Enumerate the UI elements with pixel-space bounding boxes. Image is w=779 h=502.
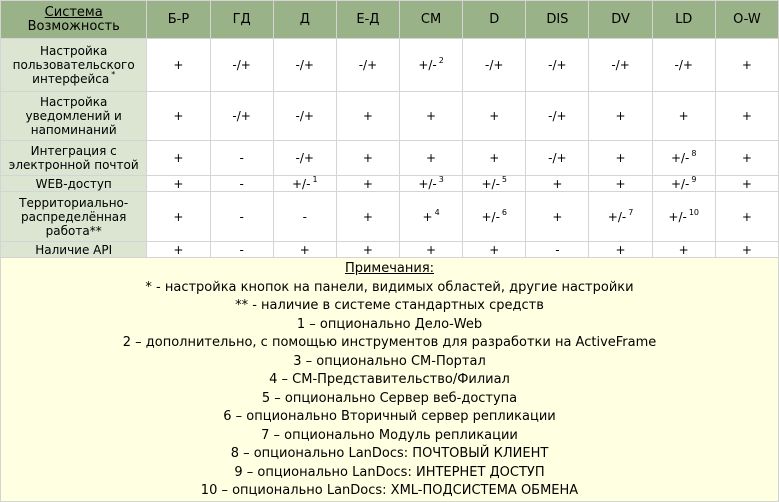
cell-value: -/+ bbox=[358, 58, 378, 72]
value-cell bbox=[526, 192, 589, 242]
corner-feature-label: Возможность bbox=[27, 18, 120, 34]
footnote-marker: 10 bbox=[688, 207, 700, 217]
value-cell bbox=[463, 176, 526, 192]
cell-value: + bbox=[426, 151, 437, 165]
value-cell bbox=[400, 141, 463, 176]
cell-value: + bbox=[422, 209, 433, 224]
cell-value: + bbox=[615, 176, 626, 191]
cell-value: + bbox=[678, 109, 689, 123]
value-cell bbox=[273, 92, 336, 141]
value-cell bbox=[652, 39, 715, 92]
table-row bbox=[1, 141, 779, 176]
value-cell bbox=[652, 141, 715, 176]
note-line: 9 – опционально LanDocs: ИНТЕРНЕТ ДОСТУП bbox=[234, 464, 545, 480]
value-cell bbox=[273, 141, 336, 176]
footnote-marker: 2 bbox=[438, 56, 444, 65]
header-row bbox=[1, 1, 779, 39]
cell-value: -/+ bbox=[548, 109, 567, 123]
value-cell bbox=[463, 141, 526, 176]
cell-value: + bbox=[362, 176, 373, 191]
value-cell bbox=[400, 192, 463, 242]
cell-value: + bbox=[741, 151, 752, 165]
value-cell bbox=[210, 92, 273, 141]
cell-value: -/+ bbox=[548, 151, 567, 165]
cell-value: - bbox=[555, 242, 560, 257]
value-cell bbox=[589, 92, 652, 141]
value-cell bbox=[147, 176, 210, 192]
value-cell bbox=[336, 192, 399, 242]
feature-text: Наличие API bbox=[35, 242, 113, 257]
notes-row bbox=[1, 258, 779, 502]
feature-text: Интеграция с электронной почтой bbox=[8, 144, 139, 172]
value-cell bbox=[273, 176, 336, 192]
value-cell bbox=[526, 141, 589, 176]
note-line: 10 – опционально LanDocs: XML-ПОДСИСТЕМА ОБМЕНА bbox=[200, 483, 579, 498]
value-cell bbox=[210, 242, 273, 258]
cell-value: + bbox=[552, 209, 563, 224]
value-cell bbox=[652, 192, 715, 242]
feature-text: Настройка пользовательского интерфейса bbox=[12, 44, 135, 86]
cell-value: -/+ bbox=[674, 58, 693, 72]
table-row bbox=[1, 176, 779, 192]
feature-text: Настройка уведомлений и напоминаний bbox=[25, 95, 122, 137]
value-cell bbox=[652, 176, 715, 192]
column-header: DV bbox=[589, 1, 652, 39]
cell-value: + bbox=[426, 242, 437, 257]
value-cell bbox=[463, 242, 526, 258]
cell-value: - bbox=[302, 209, 307, 224]
cell-value: - bbox=[239, 209, 244, 224]
value-cell bbox=[715, 92, 778, 141]
footnote-marker: 3 bbox=[438, 174, 444, 184]
cell-value: + bbox=[362, 151, 373, 165]
value-cell bbox=[463, 192, 526, 242]
cell-value: -/+ bbox=[548, 58, 567, 72]
corner-system-label: Система bbox=[44, 4, 103, 20]
cell-value: + bbox=[173, 209, 184, 224]
column-header: D bbox=[463, 1, 526, 39]
cell-value: + bbox=[741, 242, 752, 257]
cell-value: +/- bbox=[670, 176, 690, 191]
value-cell bbox=[147, 39, 210, 92]
footnote-marker: * bbox=[111, 70, 116, 79]
cell-value: + bbox=[173, 58, 184, 72]
value-cell bbox=[210, 192, 273, 242]
cell-value: + bbox=[489, 242, 500, 257]
value-cell bbox=[147, 242, 210, 258]
notes-cell bbox=[1, 258, 779, 502]
value-cell bbox=[715, 141, 778, 176]
cell-value: + bbox=[741, 209, 752, 224]
value-cell bbox=[273, 192, 336, 242]
value-cell bbox=[526, 92, 589, 141]
cell-value: -/+ bbox=[295, 109, 314, 123]
value-cell bbox=[715, 39, 778, 92]
cell-value: - bbox=[239, 176, 244, 191]
table-row bbox=[1, 192, 779, 242]
value-cell bbox=[652, 242, 715, 258]
cell-value: + bbox=[362, 209, 373, 224]
note-line: 7 – опционально Модуль репликации bbox=[261, 427, 518, 443]
note-line: 8 – опционально LanDocs: ПОЧТОВЫЙ КЛИЕНТ bbox=[230, 446, 549, 461]
note-line: 6 – опционально Вторичный сервер репликации bbox=[223, 409, 556, 424]
value-cell bbox=[589, 242, 652, 258]
value-cell bbox=[715, 176, 778, 192]
feature-text: WEB-доступ bbox=[35, 176, 112, 191]
cell-value: - bbox=[239, 242, 244, 257]
cell-value: +/- bbox=[481, 209, 500, 224]
cell-value: +/- bbox=[418, 58, 437, 72]
cell-value: - bbox=[239, 151, 244, 165]
value-cell bbox=[589, 141, 652, 176]
feature-label bbox=[1, 92, 147, 141]
cell-value: +/- bbox=[668, 209, 687, 224]
note-line: 1 – опционально Дело-Web bbox=[296, 316, 483, 332]
cell-value: + bbox=[173, 176, 184, 191]
cell-value: +/- bbox=[607, 209, 627, 224]
feature-label bbox=[1, 176, 147, 192]
cell-value: + bbox=[552, 176, 563, 191]
value-cell bbox=[526, 176, 589, 192]
feature-text: Территориально-распределённая работа** bbox=[19, 195, 129, 238]
cell-value: + bbox=[362, 109, 373, 123]
value-cell bbox=[463, 39, 526, 92]
cell-value: +/- bbox=[418, 176, 437, 191]
column-header: LD bbox=[652, 1, 715, 39]
cell-value: +/- bbox=[670, 151, 690, 165]
cell-value: -/+ bbox=[611, 58, 630, 72]
table-body bbox=[1, 39, 779, 502]
column-header: DIS bbox=[526, 1, 589, 39]
column-header: Е-Д bbox=[336, 1, 399, 39]
cell-value: -/+ bbox=[295, 151, 314, 165]
value-cell bbox=[589, 176, 652, 192]
cell-value: + bbox=[741, 176, 752, 191]
cell-value: + bbox=[173, 242, 184, 257]
value-cell bbox=[526, 242, 589, 258]
value-cell bbox=[147, 141, 210, 176]
cell-value: + bbox=[615, 151, 626, 165]
cell-value: + bbox=[362, 242, 373, 257]
value-cell bbox=[336, 176, 399, 192]
table-row bbox=[1, 92, 779, 141]
cell-value: +/- bbox=[481, 176, 500, 191]
note-line: 5 – опционально Сервер веб-доступа bbox=[261, 390, 518, 406]
column-header: Д bbox=[273, 1, 336, 39]
column-header: СМ bbox=[400, 1, 463, 39]
cell-value: -/+ bbox=[232, 58, 251, 72]
value-cell bbox=[336, 39, 399, 92]
cell-value: -/+ bbox=[295, 58, 314, 72]
value-cell bbox=[400, 39, 463, 92]
cell-value: + bbox=[489, 151, 500, 165]
value-cell bbox=[652, 92, 715, 141]
cell-value: + bbox=[299, 242, 310, 257]
footnote-marker: 9 bbox=[691, 174, 697, 184]
footnote-marker: 8 bbox=[691, 149, 697, 158]
value-cell bbox=[210, 39, 273, 92]
table-row bbox=[1, 39, 779, 92]
value-cell bbox=[273, 39, 336, 92]
value-cell bbox=[273, 242, 336, 258]
footnote-marker: 4 bbox=[434, 207, 440, 217]
notes-title: Примечания: bbox=[344, 261, 435, 276]
value-cell bbox=[589, 192, 652, 242]
column-header: ГД bbox=[210, 1, 273, 39]
feature-label bbox=[1, 141, 147, 176]
cell-value: + bbox=[615, 242, 626, 257]
cell-value: + bbox=[741, 58, 752, 72]
value-cell bbox=[589, 39, 652, 92]
feature-label bbox=[1, 39, 147, 92]
value-cell bbox=[400, 242, 463, 258]
note-line: * - настройка кнопок на панели, видимых областей, другие настройки bbox=[145, 279, 634, 295]
note-line: 3 – опционально СМ-Портал bbox=[293, 353, 486, 369]
cell-value: + bbox=[426, 109, 437, 123]
column-header: O-W bbox=[715, 1, 778, 39]
footnote-marker: 6 bbox=[501, 207, 507, 217]
cell-value: + bbox=[489, 109, 500, 123]
feature-label bbox=[1, 242, 147, 258]
cell-value: -/+ bbox=[232, 109, 251, 123]
cell-value: -/+ bbox=[485, 58, 504, 72]
value-cell bbox=[400, 92, 463, 141]
value-cell bbox=[210, 176, 273, 192]
footnote-marker: 1 bbox=[312, 174, 318, 184]
cell-value: + bbox=[615, 109, 626, 123]
column-header: Б-Р bbox=[147, 1, 210, 39]
footnote-marker: 5 bbox=[501, 174, 507, 184]
value-cell bbox=[715, 192, 778, 242]
value-cell bbox=[210, 141, 273, 176]
cell-value: + bbox=[741, 109, 752, 123]
cell-value: + bbox=[173, 151, 184, 165]
note-line: 4 – СМ-Представительство/Филиал bbox=[269, 372, 510, 387]
corner-header bbox=[1, 1, 147, 39]
feature-label bbox=[1, 192, 147, 242]
value-cell bbox=[336, 242, 399, 258]
note-line: ** - наличие в системе стандартных средств bbox=[235, 298, 544, 313]
note-line: 2 – дополнительно, с помощью инструментов для разработки на ActiveFrame bbox=[122, 335, 657, 350]
cell-value: + bbox=[173, 109, 184, 123]
cell-value: + bbox=[678, 242, 689, 257]
value-cell bbox=[147, 192, 210, 242]
value-cell bbox=[336, 141, 399, 176]
table-row bbox=[1, 242, 779, 258]
value-cell bbox=[463, 92, 526, 141]
value-cell bbox=[715, 242, 778, 258]
value-cell bbox=[336, 92, 399, 141]
value-cell bbox=[400, 176, 463, 192]
value-cell bbox=[526, 39, 589, 92]
footnote-marker: 7 bbox=[628, 207, 634, 217]
value-cell bbox=[147, 92, 210, 141]
cell-value: +/- bbox=[292, 176, 311, 191]
